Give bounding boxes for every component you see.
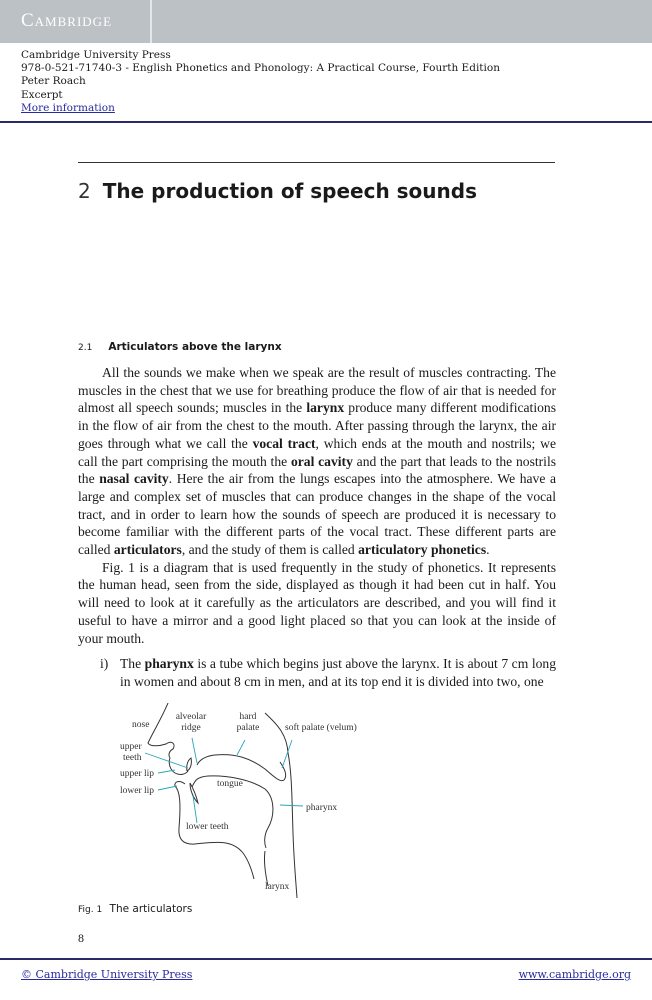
upper-teeth (187, 758, 192, 771)
label-tongue: tongue (217, 778, 243, 789)
publisher: Cambridge University Press (21, 49, 171, 61)
chapter-heading (78, 179, 477, 203)
figure-caption (78, 902, 556, 917)
header-divider (0, 121, 652, 123)
figure-number: Fig. 1 (78, 904, 103, 915)
label-larynx: larynx (265, 881, 290, 892)
leader-hard-palate (237, 740, 245, 755)
text-run: The (120, 656, 145, 672)
label-hard: hard (239, 711, 257, 722)
palate (197, 754, 286, 780)
book-metadata (21, 49, 500, 115)
label-upper-lip: upper lip (120, 768, 155, 779)
text-run: , which ends at the mouth and nostrils; we call the part comprising the mouth the (78, 435, 556, 469)
leader-lower-lip (158, 786, 177, 790)
text-run: is a tube which begins just above the larynx. It is about 7 cm long in women and about 8 cm in men, and at its top end it is divided into two, one (120, 656, 556, 689)
excerpt-label: Excerpt (21, 88, 63, 101)
cambridge-logo: Cambridge (21, 10, 113, 31)
label-palate: palate (236, 722, 260, 733)
diagram-labels (120, 712, 357, 892)
body-text (78, 364, 556, 647)
chapter-title: The production of speech sounds (102, 179, 477, 203)
paragraph (78, 559, 556, 648)
text-run: produce many different modifications in the flow of air from the chest to the mouth. After passing through the larynx, the air goes through what we call the (78, 400, 556, 451)
paragraph (78, 364, 556, 559)
key-term: oral cavity (290, 453, 353, 469)
footer-divider (0, 958, 652, 960)
chapter-rule (78, 162, 555, 163)
key-term: nasal cavity (99, 471, 169, 487)
leader-pharynx (280, 805, 303, 806)
chapter-number: 2 (78, 179, 91, 203)
copyright-link[interactable]: © Cambridge University Press (21, 968, 193, 981)
key-term: larynx (306, 400, 345, 416)
label-pharynx: pharynx (306, 802, 338, 813)
label-teeth: teeth (123, 752, 142, 763)
page-number: 8 (78, 930, 84, 945)
text-run: and the part that leads to the nostrils the (78, 453, 557, 487)
website-link[interactable]: www.cambridge.org (518, 968, 631, 981)
leader-alveolar (192, 738, 197, 763)
key-term: articulators (113, 542, 182, 558)
list-item-text (100, 655, 556, 690)
articulators-diagram (100, 703, 380, 898)
text-run: . Here the air from the lungs escapes into the atmosphere. We have a large and complex set of muscles that can produce changes in the shape of the vocal tract, and in order to learn how the sounds of speech are produced it is necessary to become familiar with the different parts of the vocal tract. These different parts are called (78, 471, 556, 558)
more-information-link[interactable]: More information (21, 101, 115, 114)
text-run: , and the study of them is called (181, 542, 359, 558)
list-item (100, 655, 556, 690)
label-upper: upper (120, 741, 142, 752)
head-outline (148, 703, 297, 898)
cambridge-banner (0, 0, 652, 43)
text-run: Fig. 1 is a diagram that is used frequently in the study of phonetics. It represents the human head, seen from the side, displayed as though it had been cut in half. You will need to look at it carefully as the articulators are described, and you will find it useful to have a mirror and a good light placed so that you can look at the inside of your mouth. (78, 559, 556, 646)
banner-divider (150, 0, 152, 43)
text-run: . (486, 542, 490, 558)
book-isbn-title: 978-0-521-71740-3 - English Phonetics and Phonology: A Practical Course, Fourth Edition (21, 62, 500, 75)
author: Peter Roach (21, 75, 86, 88)
label-ridge: ridge (181, 722, 201, 733)
key-term: pharynx (144, 656, 194, 672)
key-term: vocal tract (252, 435, 316, 451)
leader-upper-teeth (145, 753, 188, 768)
section-number: 2.1 (78, 343, 93, 353)
key-term: articulatory phonetics (358, 542, 487, 558)
label-lower-lip: lower lip (120, 785, 155, 796)
section-heading (78, 341, 282, 353)
label-nose: nose (132, 719, 150, 730)
section-title: Articulators above the larynx (108, 341, 282, 353)
label-soft-palate: soft palate (velum) (285, 722, 357, 733)
label-alveolar: alveolar (175, 711, 207, 722)
figure-caption-text: The articulators (109, 902, 193, 915)
main-column (78, 364, 556, 945)
epiglottis (264, 851, 268, 886)
text-run: All the sounds we make when we speak are the result of muscles contracting. The muscles in the chest that we use for breathing produce the flow of air that is needed for almost all speech sounds; muscles in the (78, 365, 556, 416)
list-marker: i) (100, 656, 109, 672)
label-lower-teeth: lower teeth (186, 821, 229, 832)
